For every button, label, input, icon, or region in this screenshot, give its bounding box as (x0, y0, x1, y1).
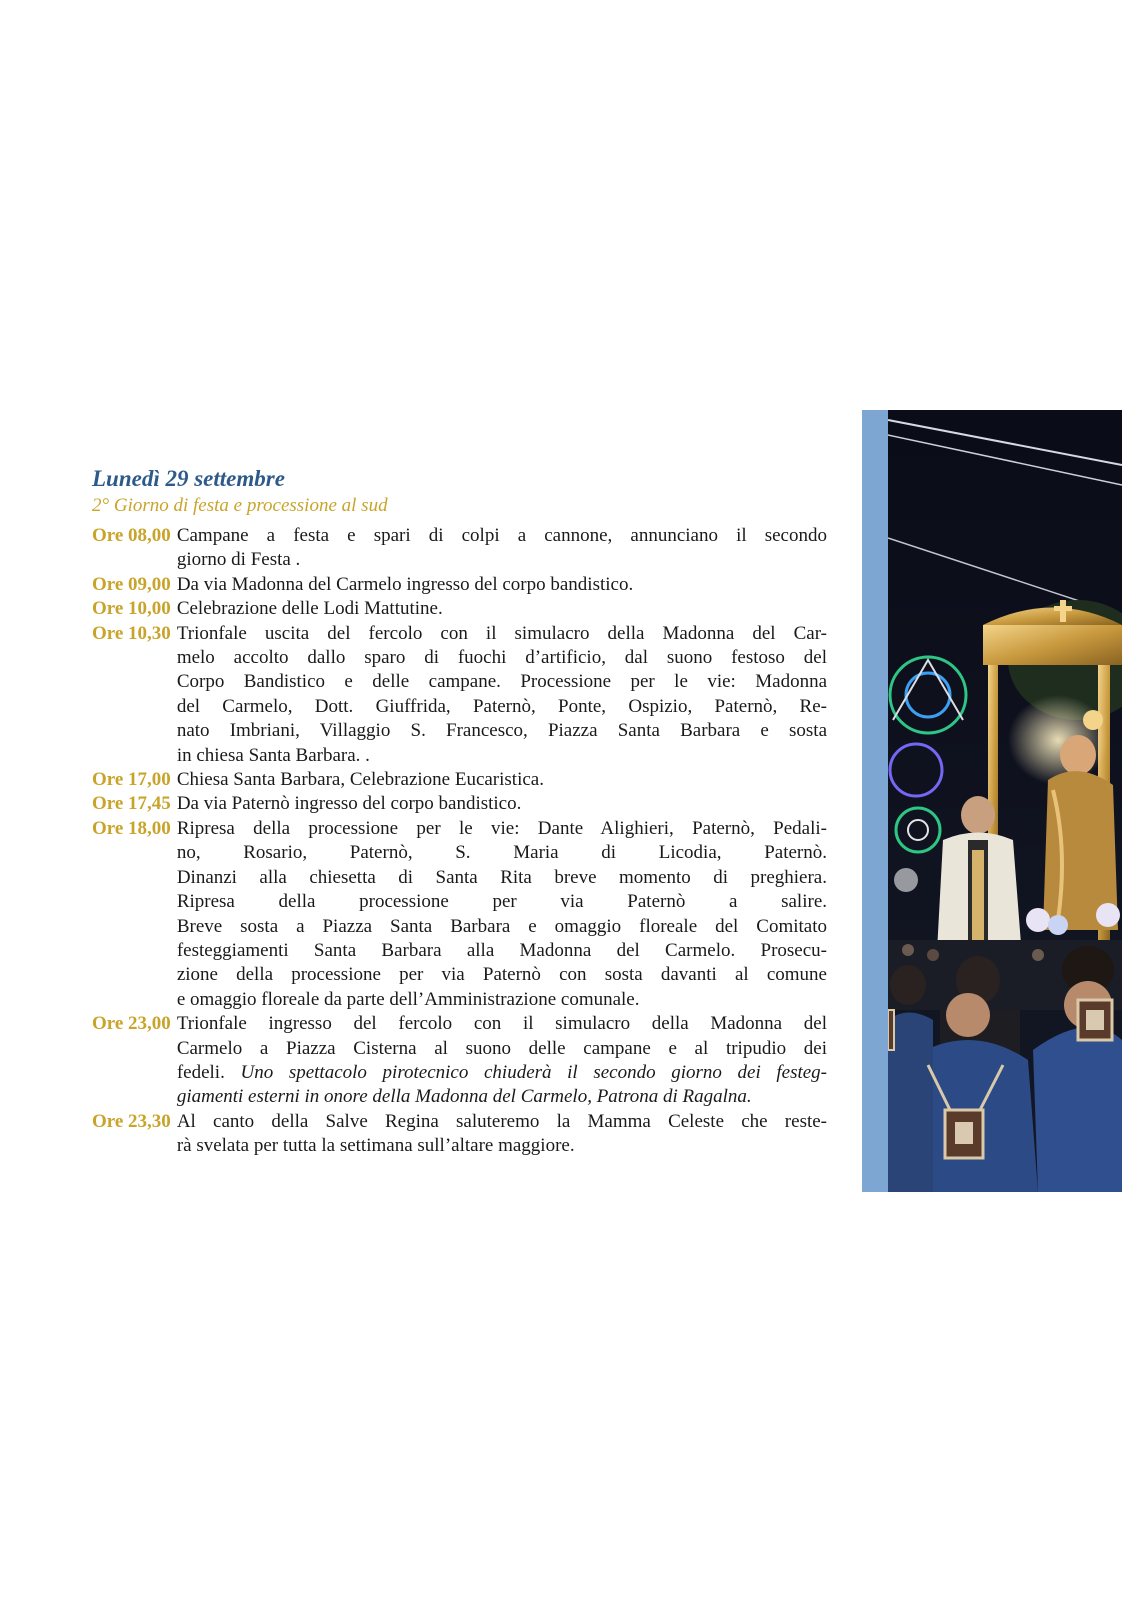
description-line (177, 1061, 827, 1085)
entry-description (171, 524, 827, 573)
entry-time: Ore 17,00 (92, 769, 171, 791)
description-line: nato Imbriani, Villaggio S. Francesco, Piazza Santa Barbara e sosta (176, 720, 827, 742)
description-line: e omaggio floreale da parte dell’Amministrazione comunale. (176, 988, 640, 1010)
description-note-line: giamenti esterni in onore della Madonna del Carmelo, Patrona di Ragalna. (176, 1086, 752, 1108)
entry-time: Ore 08,00 (92, 525, 171, 546)
schedule-entry (92, 573, 827, 597)
schedule-entry (92, 597, 827, 621)
page-subtitle: 2° Giorno di festa e processione al sud (92, 495, 388, 516)
description-line: fedeli. (176, 1061, 225, 1083)
schedule-entry (92, 1012, 827, 1110)
description-line: Al canto della Salve Regina saluteremo la Mamma Celeste che reste- (176, 1110, 827, 1132)
decorative-blue-band (862, 410, 888, 1192)
description-line: zione della processione per via Paternò con sosta davanti al comune (176, 964, 827, 986)
procession-photo (888, 410, 1122, 1192)
description-note-line: Uno spettacolo pirotecnico chiuderà il secondo giorno dei festeg- (240, 1061, 828, 1083)
description-line: Trionfale uscita del fercolo con il simulacro della Madonna del Car- (176, 622, 827, 644)
description-line: in chiesa Santa Barbara. . (176, 744, 370, 766)
description-line: festeggiamenti Santa Barbara alla Madonna del Carmelo. Prosecu- (176, 939, 827, 961)
description-line: Da via Madonna del Carmelo ingresso del corpo bandistico. (176, 573, 634, 595)
schedule-entry (92, 792, 827, 816)
schedule-entry (92, 768, 827, 792)
description-line: Corpo Bandistico e delle campane. Processione per le vie: Madonna (176, 671, 827, 693)
description-line: Chiesa Santa Barbara, Celebrazione Eucaristica. (176, 769, 544, 791)
description-line: Trionfale ingresso del fercolo con il simulacro della Madonna del (176, 1013, 827, 1035)
description-line: Breve sosta a Piazza Santa Barbara e omaggio floreale del Comitato (176, 915, 827, 937)
description-line: Da via Paternò ingresso del corpo bandistico. (176, 793, 522, 815)
description-line: no, Rosario, Paternò, S. Maria di Licodia, Paternò. (176, 842, 827, 864)
description-line: rà svelata per tutta la settimana sull’altare maggiore. (176, 1135, 575, 1157)
entry-time: Ore 17,45 (92, 793, 171, 815)
description-line: Carmelo a Piazza Cisterna al suono delle campane e al tripudio dei (176, 1037, 827, 1059)
entry-description (171, 597, 827, 621)
description-line: Dinanzi alla chiesetta di Santa Rita breve momento di preghiera. (176, 866, 827, 888)
entry-description (171, 817, 827, 1012)
description-line: giorno di Festa . (176, 549, 301, 571)
entry-time: Ore 18,00 (92, 817, 171, 839)
entry-time: Ore 09,00 (92, 573, 171, 595)
schedule-entry (92, 817, 827, 1012)
page-title: Lunedì 29 settembre (92, 466, 285, 491)
description-line: Campane a festa e spari di colpi a cannone, annunciano il secondo (176, 525, 827, 546)
entry-description (171, 622, 827, 768)
entry-time: Ore 23,00 (92, 1013, 171, 1035)
description-line: melo accolto dallo sparo di fuochi d’artificio, dal suono festoso del (176, 647, 827, 669)
schedule-entry (92, 622, 827, 768)
entry-time: Ore 10,00 (92, 598, 171, 620)
entry-time: Ore 10,30 (92, 622, 171, 644)
schedule-list (92, 524, 827, 1159)
description-line: Celebrazione delle Lodi Mattutine. (176, 598, 443, 620)
entry-time: Ore 23,30 (92, 1110, 171, 1132)
description-line: Ripresa della processione per le vie: Dante Alighieri, Paternò, Pedali- (176, 817, 827, 839)
schedule-entry (92, 1110, 827, 1159)
entry-description (171, 792, 827, 816)
entry-description (171, 1012, 827, 1110)
procession-photo-illustration (888, 410, 1122, 1192)
description-line: del Carmelo, Dott. Giuffrida, Paternò, Ponte, Ospizio, Paternò, Re- (176, 695, 827, 717)
entry-description (171, 1110, 827, 1159)
entry-description (171, 573, 827, 597)
schedule-entry (92, 524, 827, 573)
entry-description (171, 768, 827, 792)
description-line: Ripresa della processione per via Paternò a salire. (176, 891, 827, 913)
